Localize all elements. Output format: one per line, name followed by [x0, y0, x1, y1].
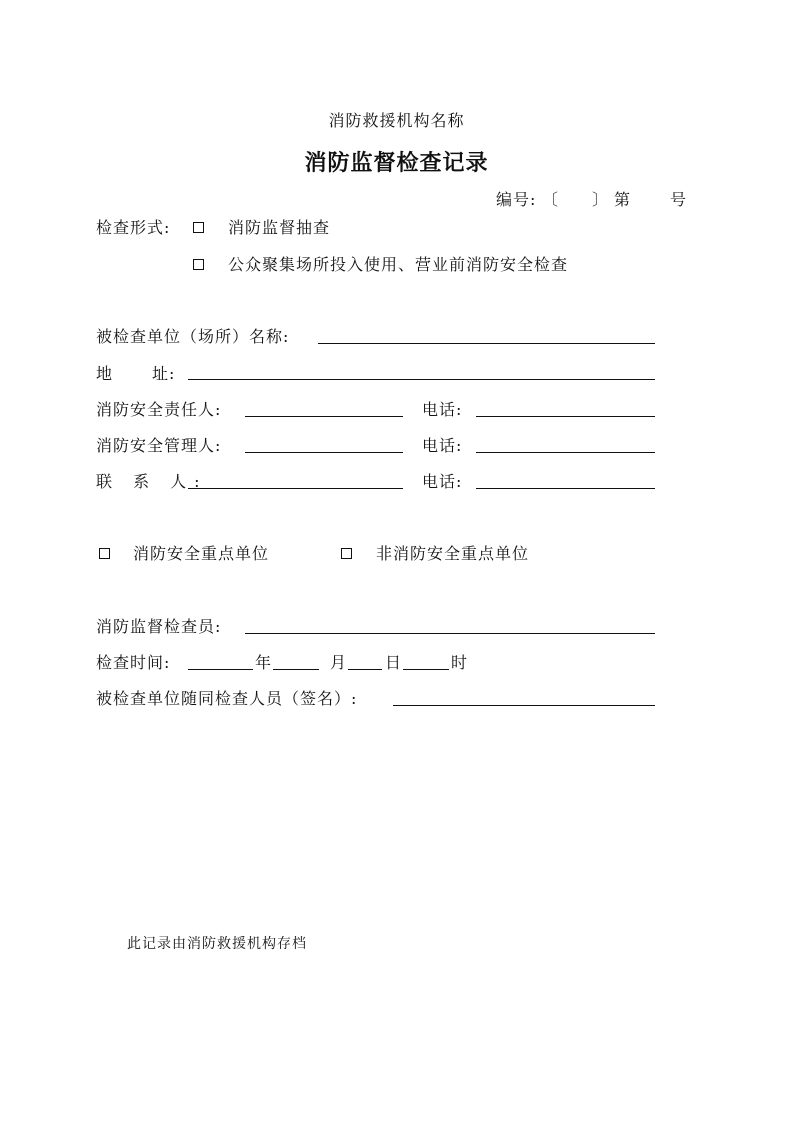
archive-note: 此记录由消防救援机构存档 [127, 936, 307, 952]
phone-blank [476, 488, 655, 489]
month-blank [273, 669, 319, 670]
bracket-close: 〕 [592, 190, 610, 209]
checkbox-icon [193, 222, 204, 233]
inspector-blank [245, 633, 655, 634]
inspection-form-label: 检查形式: [96, 218, 171, 237]
hour-blank [403, 669, 449, 670]
day-label: 日 [385, 653, 403, 672]
accompany-label: 被检查单位随同检查人员（签名）: [96, 689, 358, 708]
org-name: 消防救援机构名称 [328, 111, 465, 130]
safety-manager-blank [245, 452, 403, 453]
phone-label: 电话: [422, 472, 463, 491]
phone-label: 电话: [422, 436, 463, 455]
option-pre-opening-check: 公众聚集场所投入使用、营业前消防安全检查 [228, 255, 569, 274]
checkbox-icon [99, 548, 110, 559]
inspection-time-label: 检查时间: [96, 653, 171, 672]
checkbox-icon [193, 259, 204, 270]
address-label-part1: 地 [96, 364, 114, 383]
phone-blank [476, 452, 655, 453]
safety-responsible-label: 消防安全责任人: [96, 400, 222, 419]
option-non-key-unit: 非消防安全重点单位 [376, 544, 530, 563]
document-title: 消防监督检查记录 [304, 151, 489, 176]
phone-label: 电话: [422, 400, 463, 419]
hao-label: 号 [670, 190, 688, 209]
day-blank [348, 669, 382, 670]
year-label: 年 [255, 653, 273, 672]
checkbox-icon [341, 548, 352, 559]
safety-responsible-blank [245, 416, 403, 417]
contact-blank [188, 488, 403, 489]
di-label: 第 [614, 190, 632, 209]
signature-blank [393, 705, 655, 706]
safety-manager-label: 消防安全管理人: [96, 436, 222, 455]
bracket-open: 〔 [542, 190, 560, 209]
unit-name-blank [318, 343, 655, 344]
number-label: 编号: [496, 190, 537, 209]
address-blank [188, 379, 655, 380]
year-blank [188, 669, 253, 670]
option-spot-check: 消防监督抽查 [228, 218, 331, 237]
option-key-unit: 消防安全重点单位 [133, 544, 270, 563]
inspector-label: 消防监督检查员: [96, 617, 222, 636]
phone-blank [476, 416, 655, 417]
unit-name-label: 被检查单位（场所）名称: [96, 327, 290, 346]
month-label: 月 [330, 653, 348, 672]
contact-label: 联 系 人: [96, 472, 208, 491]
address-label-part2: 址: [152, 364, 176, 383]
hour-label: 时 [451, 653, 469, 672]
